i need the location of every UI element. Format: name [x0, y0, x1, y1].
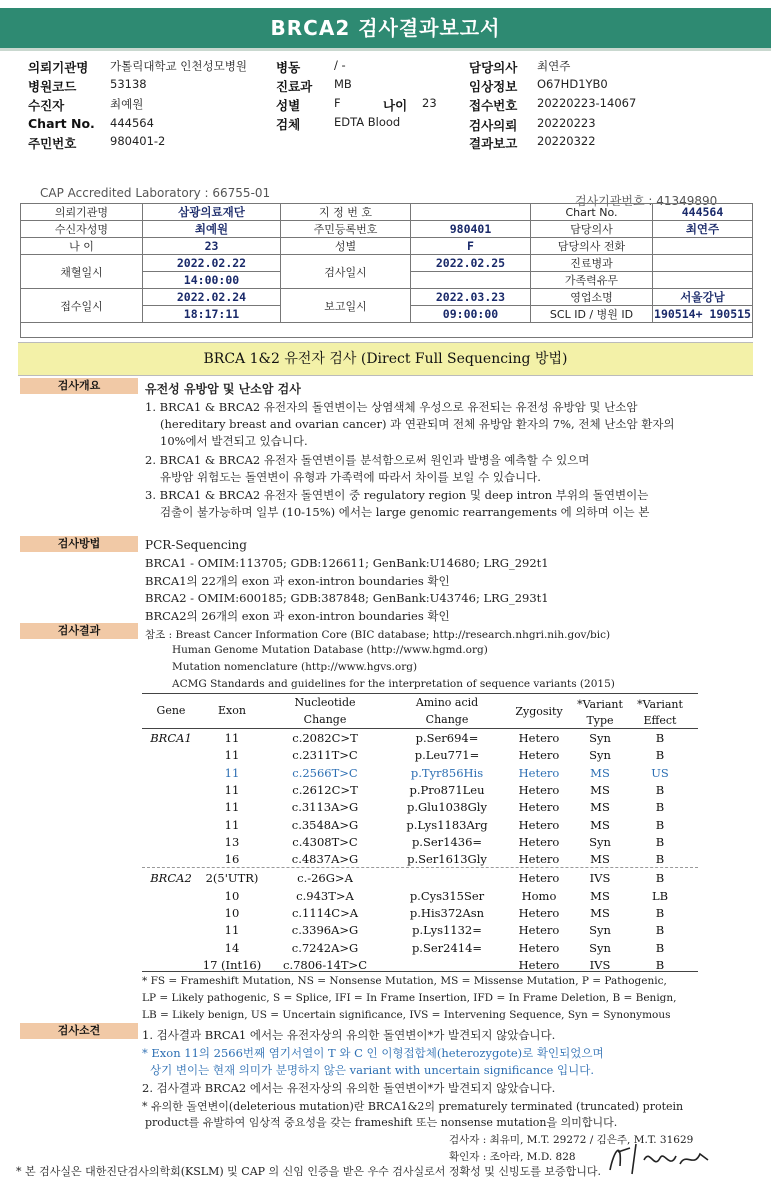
overview-line: 2. BRCA1 & BRCA2 유전자 돌연변이를 분석함으로써 원인과 발병을 예측할 수 있으며 — [145, 453, 590, 467]
header-value: 23 — [422, 96, 437, 110]
col-type-2: Type — [586, 714, 614, 727]
variant-cell-aa: p.Cys315Ser — [409, 888, 485, 903]
variant-cell-zyg: Hetero — [518, 852, 560, 867]
variant-cell-effect: B — [655, 782, 665, 797]
variant-cell-nuc: c.2566T>C — [292, 765, 358, 780]
info-label: 담당의사 전화 — [531, 238, 653, 255]
variant-cell-exon: 11 — [224, 923, 240, 938]
variant-cell-exon: 14 — [224, 940, 240, 955]
section-label-overview: 검사개요 — [20, 378, 138, 394]
info-label: 의뢰기관명 — [21, 204, 143, 221]
variant-cell-effect: LB — [651, 888, 669, 903]
info-value: 18:17:11 — [143, 306, 281, 323]
variant-cell-type: MS — [590, 800, 610, 815]
variant-cell-nuc: c.4308T>C — [292, 834, 358, 849]
header-value: 20220223 — [537, 116, 596, 130]
method-line: BRCA2 - OMIM:600185; GDB:387848; GenBank:U43746; LRG_293t1 — [145, 591, 549, 605]
variant-cell-zyg: Homo — [521, 888, 557, 903]
variant-cell-aa: p.Pro871Leu — [409, 782, 485, 797]
table-rule-header — [142, 728, 698, 729]
variant-cell-exon: 17 (Int16) — [202, 957, 262, 972]
overview-line: (hereditary breast and ovarian cancer) 과 연관되며 전체 유방암 환자의 7%, 전체 난소암 환자의 — [160, 417, 675, 431]
header-value: 최예원 — [110, 97, 144, 111]
test-banner — [18, 342, 753, 376]
info-label: 가족력유무 — [531, 272, 653, 289]
info-label: 주민등록번호 — [281, 221, 411, 238]
variant-cell-effect: US — [651, 765, 669, 780]
info-value — [411, 272, 531, 289]
col-effect-1: *Variant — [637, 698, 683, 711]
header-value: F — [334, 96, 341, 110]
info-value: 서울강남 — [653, 289, 753, 306]
info-spacer — [21, 323, 753, 338]
variant-cell-effect: B — [655, 906, 665, 920]
variant-cell-effect: B — [655, 800, 665, 815]
info-label: SCL ID / 병원 ID — [531, 306, 653, 323]
variant-cell-zyg: Hetero — [518, 817, 560, 832]
variant-cell-zyg: Hetero — [518, 782, 560, 797]
variant-cell-aa: p.Lys1132= — [412, 923, 482, 938]
info-label: 보고일시 — [281, 289, 411, 323]
ref-line: Human Genome Mutation Database (http://www.hgmd.org) — [172, 644, 488, 656]
info-value: 23 — [143, 238, 281, 255]
variant-cell-aa: p.Tyr856His — [410, 765, 484, 780]
header-value: 444564 — [110, 116, 154, 130]
header-label: 주민번호 — [28, 136, 77, 151]
variant-cell-exon: 11 — [224, 800, 240, 815]
col-zygosity: Zygosity — [515, 705, 563, 718]
info-label: 지 정 번 호 — [281, 204, 411, 221]
confirmer: 확인자 : 조아라, M.D. 828 — [449, 1151, 576, 1163]
header-value: 980401-2 — [110, 134, 166, 148]
footnote-line: LB = Likely benign, US = Uncertain significance, IVS = Intervening Sequence, Syn = Synonymous — [142, 1009, 671, 1021]
info-value: 2022.02.24 — [143, 289, 281, 306]
report-title: BRCA2 검사결과보고서 — [270, 16, 501, 40]
variant-cell-exon: 11 — [224, 765, 240, 780]
variant-cell-aa: p.His372Asn — [409, 906, 485, 920]
info-value: 14:00:00 — [143, 272, 281, 289]
overview-line: 검출이 불가능하며 일부 (10-15%) 에서는 large genomic rearrangements 에 의하며 이는 본 — [160, 505, 650, 519]
variant-cell-nuc: c.2612C>T — [292, 782, 358, 797]
header-value: O67HD1YB0 — [537, 77, 608, 91]
variant-cell-aa: p.Leu771= — [414, 748, 480, 763]
header-value: / - — [334, 58, 346, 72]
section-label-opinion: 검사소견 — [20, 1023, 138, 1039]
info-value: 삼광의료재단 — [143, 204, 281, 221]
variant-cell-exon: 11 — [224, 731, 240, 745]
header-label: 수진자 — [28, 98, 65, 113]
col-aa-2: Change — [425, 713, 469, 726]
info-label: 나 이 — [21, 238, 143, 255]
header-label: 의뢰기관명 — [28, 60, 89, 75]
overview-line: 3. BRCA1 & BRCA2 유전자 돌연변이 중 regulatory region 및 deep intron 부위의 돌연변이는 — [145, 488, 649, 502]
opinion-line: 1. 검사결과 BRCA1 에서는 유전자상의 유의한 돌연변이*가 발견되지 않았습니다. — [142, 1028, 556, 1042]
variant-cell-exon: 16 — [224, 852, 240, 867]
col-type-1: *Variant — [577, 698, 623, 711]
examiner: 검사자 : 최유미, M.T. 29272 / 김은주, M.T. 31629 — [449, 1134, 694, 1146]
variant-cell-nuc: c.3548A>G — [291, 817, 359, 832]
variant-cell-type: Syn — [589, 834, 611, 849]
opinion-line-highlight: * Exon 11의 2566번째 염기서열이 T 와 C 인 이형접합체(heterozygote)로 확인되었으며 — [142, 1046, 604, 1060]
info-value: 2022.03.23 — [411, 289, 531, 306]
ref-line: ACMG Standards and guidelines for the interpretation of sequence variants (2015) — [172, 678, 615, 690]
variant-cell-aa: p.Ser694= — [415, 731, 479, 745]
header-value: 53138 — [110, 77, 147, 91]
variant-cell-type: MS — [590, 888, 610, 903]
variant-cell-nuc: c.3113A>G — [291, 800, 359, 815]
overview-line: 1. BRCA1 & BRCA2 유전자의 돌연변이는 상염색체 우성으로 유전되는 유전성 유방암 및 난소암 — [145, 400, 638, 414]
info-label: 채혈일시 — [21, 255, 143, 289]
header-label: 검체 — [276, 117, 301, 132]
banner-title: BRCA 1&2 유전자 검사 (Direct Full Sequencing 방법) — [203, 351, 568, 367]
variant-cell-type: IVS — [589, 957, 611, 972]
info-label: 성별 — [281, 238, 411, 255]
col-effect-2: Effect — [643, 714, 677, 727]
variant-cell-nuc: c.2082C>T — [292, 731, 358, 745]
variant-cell-nuc: c.2311T>C — [292, 748, 358, 763]
method-line: BRCA1 - OMIM:113705; GDB:126611; GenBank:U14680; LRG_292t1 — [145, 556, 549, 570]
variant-cell-effect: B — [655, 817, 665, 832]
variant-cell-aa: p.Ser2414= — [411, 940, 483, 955]
header-label: 접수번호 — [469, 98, 518, 113]
variant-cell-nuc: c.943T>A — [296, 888, 354, 903]
info-value: 최예원 — [143, 221, 281, 238]
variant-cell-zyg: Hetero — [518, 871, 560, 886]
method-heading: PCR-Sequencing — [145, 538, 247, 552]
info-value: 2022.02.25 — [411, 255, 531, 272]
info-label: 담당의사 — [531, 221, 653, 238]
info-value: 444564 — [653, 204, 753, 221]
variant-cell-effect: B — [655, 957, 665, 972]
opinion-line: 2. 검사결과 BRCA2 에서는 유전자상의 유의한 돌연변이*가 발견되지 않았습니다. — [142, 1081, 556, 1095]
col-aa-1: Amino acid — [415, 696, 479, 709]
variant-cell-zyg: Hetero — [518, 765, 560, 780]
variant-cell-nuc: c.7242A>G — [291, 940, 359, 955]
variant-cell-exon: 11 — [224, 748, 240, 763]
variant-cell-effect: B — [655, 731, 665, 745]
overview-heading: 유전성 유방암 및 난소암 검사 — [145, 382, 301, 396]
signature-mark — [600, 1130, 720, 1180]
variant-cell-type: MS — [590, 817, 610, 832]
info-value — [653, 255, 753, 272]
info-label: 검사일시 — [281, 255, 411, 289]
variant-cell-zyg: Hetero — [518, 748, 560, 763]
ref-line: 참조 : Breast Cancer Information Core (BIC database; http://research.nhgri.nih.gov/bic) — [145, 629, 611, 641]
variant-cell-exon: 2(5'UTR) — [205, 871, 259, 886]
variant-cell-zyg: Hetero — [518, 906, 560, 920]
variant-cell-effect: B — [655, 871, 665, 886]
opinion-line: * 유의한 돌연변이(deleterious mutation)란 BRCA1&2의 prematurely terminated (truncated) protein — [142, 1100, 684, 1113]
info-value — [411, 204, 531, 221]
variant-cell-aa: p.Ser1613Gly — [407, 852, 487, 867]
col-exon: Exon — [218, 704, 246, 717]
variant-cell-effect: B — [655, 834, 665, 849]
footnote-line: * FS = Frameshift Mutation, NS = Nonsense Mutation, MS = Missense Mutation, P = Pathogenic, — [142, 975, 667, 987]
info-value: 2022.02.22 — [143, 255, 281, 272]
info-value — [653, 272, 753, 289]
variant-cell-aa: p.Glu1038Gly — [407, 800, 487, 815]
info-value: 09:00:00 — [411, 306, 531, 323]
header-label: 진료과 — [276, 79, 313, 94]
table-rule-mid — [142, 867, 698, 868]
info-value: 190514+ 190515 — [654, 307, 751, 321]
header-label: 검사의뢰 — [469, 118, 518, 133]
variant-cell-nuc: c.4837A>G — [291, 852, 359, 867]
variant-cell-effect: B — [655, 940, 665, 955]
variant-cell-nuc: c.7806-14T>C — [283, 957, 367, 972]
variant-cell-gene: BRCA2 — [150, 871, 192, 886]
overview-line: 유방암 위험도는 돌연변이 유형과 가족력에 따라서 차이를 보일 수 있습니다. — [160, 470, 541, 484]
variant-cell-nuc: c.-26G>A — [297, 871, 353, 886]
variant-cell-effect: B — [655, 748, 665, 763]
variant-cell-nuc: c.3396A>G — [291, 923, 359, 938]
variant-cell-zyg: Hetero — [518, 957, 560, 972]
variant-cell-exon: 10 — [224, 906, 240, 920]
opinion-line-highlight: 상기 변이는 현재 의미가 분명하지 않은 variant with uncertain significance 입니다. — [150, 1063, 595, 1077]
variant-cell-zyg: Hetero — [518, 731, 560, 745]
variant-cell-type: MS — [590, 782, 610, 797]
info-label: 진료병과 — [531, 255, 653, 272]
info-value: F — [411, 238, 531, 255]
variant-cell-zyg: Hetero — [518, 800, 560, 815]
col-gene: Gene — [156, 704, 186, 717]
info-label: 영업소명 — [531, 289, 653, 306]
info-label: 접수일시 — [21, 289, 143, 323]
variant-cell-aa: p.Lys1183Arg — [406, 817, 488, 832]
variant-cell-aa: p.Ser1436= — [411, 834, 483, 849]
variant-cell-type: IVS — [589, 871, 611, 886]
patient-info-table — [20, 203, 753, 338]
section-label-method: 검사방법 — [20, 536, 138, 552]
header-value: EDTA Blood — [334, 115, 401, 129]
variant-cell-type: MS — [590, 852, 610, 867]
variant-cell-exon: 11 — [224, 817, 240, 832]
variant-cell-exon: 13 — [224, 834, 240, 849]
info-value: 최연주 — [653, 221, 753, 238]
variant-cell-exon: 11 — [224, 782, 240, 797]
variant-cell-type: MS — [590, 765, 610, 780]
header-value: 20220223-14067 — [537, 96, 637, 110]
header-label: 나이 — [383, 98, 408, 113]
header-value: MB — [334, 77, 352, 91]
col-nuc-2: Change — [303, 713, 347, 726]
table-rule-bottom — [142, 971, 698, 972]
variant-cell-nuc: c.1114C>A — [291, 906, 359, 920]
method-line: BRCA2의 26개의 exon 과 exon-intron boundaries 확인 — [145, 609, 450, 623]
method-line: BRCA1의 22개의 exon 과 exon-intron boundaries 확인 — [145, 574, 450, 588]
variant-cell-type: Syn — [589, 923, 611, 938]
info-label: 수신자성명 — [21, 221, 143, 238]
variant-cell-type: Syn — [589, 748, 611, 763]
header-value: 최연주 — [537, 59, 571, 73]
header-label: 병동 — [276, 60, 301, 75]
header-label: 담당의사 — [469, 60, 518, 75]
footnote-line: LP = Likely pathogenic, S = Splice, IFI = In Frame Insertion, IFD = In Frame Deletion, B = Benign, — [142, 992, 677, 1004]
info-label: Chart No. — [531, 204, 653, 221]
variant-cell-effect: B — [655, 923, 665, 938]
header-label: 결과보고 — [469, 136, 518, 151]
variant-cell-effect: B — [655, 852, 665, 867]
variant-cell-type: Syn — [589, 731, 611, 745]
header-label: Chart No. — [28, 116, 95, 131]
header-value: 20220322 — [537, 134, 596, 148]
section-label-result: 검사결과 — [20, 623, 138, 639]
overview-line: 10%에서 발견되고 있습니다. — [160, 434, 308, 448]
variant-cell-type: MS — [590, 906, 610, 920]
info-value: 980401 — [411, 221, 531, 238]
opinion-line: product를 유발하여 임상적 중요성을 갖는 frameshift 또는 nonsense mutation을 의미합니다. — [145, 1116, 618, 1129]
variant-cell-zyg: Hetero — [518, 834, 560, 849]
variant-cell-exon: 10 — [224, 888, 240, 903]
variant-cell-zyg: Hetero — [518, 940, 560, 955]
header-label: 병원코드 — [28, 79, 77, 94]
exam-number: 검사기관번호 : 41349890 — [575, 194, 718, 208]
certification-note: * 본 검사실은 대한진단검사의학회(KSLM) 및 CAP 의 신임 인증을 받은 우수 검사실로서 정확성 및 신빙도를 보증합니다. — [16, 1165, 602, 1178]
info-value — [653, 238, 753, 255]
header-label: 성별 — [276, 98, 301, 113]
cap-number: CAP Accredited Laboratory : 66755-01 — [40, 186, 271, 200]
variant-cell-type: Syn — [589, 940, 611, 955]
col-nuc-1: Nucleotide — [294, 696, 356, 709]
variant-cell-gene: BRCA1 — [150, 731, 192, 745]
table-rule-top — [142, 693, 698, 694]
header-label: 임상정보 — [469, 79, 518, 94]
variant-cell-zyg: Hetero — [518, 923, 560, 938]
ref-line: Mutation nomenclature (http://www.hgvs.org) — [172, 661, 418, 673]
header-value: 가톨릭대학교 인천성모병원 — [110, 59, 247, 73]
report-title-bar — [0, 8, 771, 51]
